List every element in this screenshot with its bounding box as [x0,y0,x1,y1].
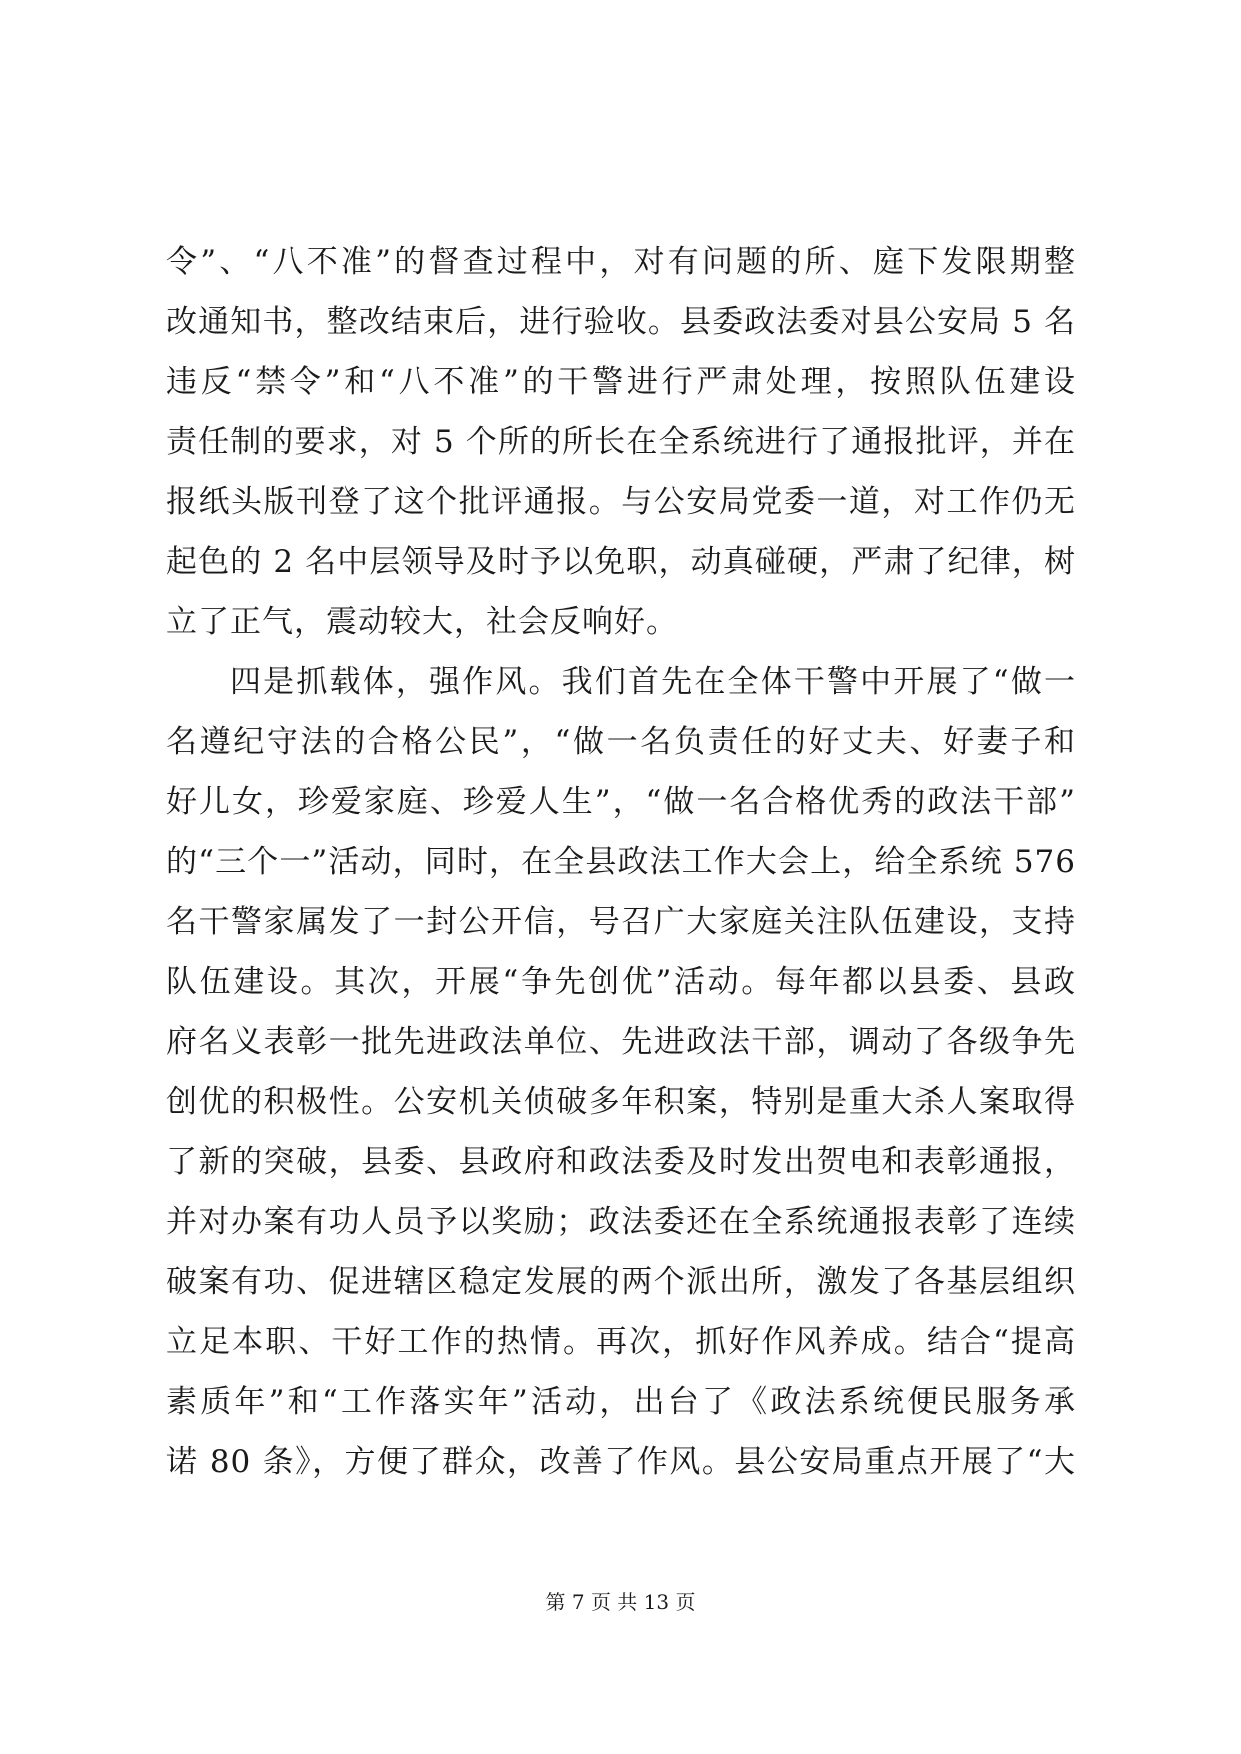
text-line: 违反“禁令”和“八不准”的干警进行严肃处理，按照队伍建设 [166,364,1076,400]
text-line: 素质年”和“工作落实年”活动，出台了《政法系统便民服务承 [166,1384,1076,1420]
text-line: 好儿女，珍爱家庭、珍爱人生”，“做一名合格优秀的政法干部” [166,784,1076,820]
text-line: 令”、“八不准”的督查过程中，对有问题的所、庭下发限期整 [166,244,1076,280]
text-line: 了新的突破，县委、县政府和政法委及时发出贺电和表彰通报， [166,1144,1076,1180]
text-line: 创优的积极性。公安机关侦破多年积案，特别是重大杀人案取得 [166,1084,1076,1120]
text-line: 名遵纪守法的合格公民”，“做一名负责任的好丈夫、好妻子和 [166,724,1076,760]
page-footer [0,1586,1241,1615]
text-line: 并对办案有功人员予以奖励；政法委还在全系统通报表彰了连续 [166,1204,1076,1240]
text-line: 队伍建设。其次，开展“争先创优”活动。每年都以县委、县政 [166,964,1076,1000]
text-line: 诺 80 条》，方便了群众，改善了作风。县公安局重点开展了“大 [166,1444,1076,1480]
text-line: 立了正气，震动较大，社会反响好。 [166,604,678,640]
text-line: 四是抓载体，强作风。我们首先在全体干警中开展了“做一 [230,664,1076,700]
text-line: 名干警家属发了一封公开信，号召广大家庭关注队伍建设，支持 [166,904,1076,940]
text-line: 责任制的要求，对 5 个所的所长在全系统进行了通报批评，并在 [166,424,1076,460]
body-text [166,232,1076,1492]
text-line: 府名义表彰一批先进政法单位、先进政法干部，调动了各级争先 [166,1024,1076,1060]
text-line: 报纸头版刊登了这个批评通报。与公安局党委一道，对工作仍无 [166,484,1076,520]
text-line: 改通知书，整改结束后，进行验收。县委政法委对县公安局 5 名 [166,304,1076,340]
text-line: 起色的 2 名中层领导及时予以免职，动真碰硬，严肃了纪律，树 [166,544,1076,580]
text-line: 立足本职、干好工作的热情。再次，抓好作风养成。结合“提高 [166,1324,1076,1360]
text-line: 的“三个一”活动，同时，在全县政法工作大会上，给全系统 576 [166,844,1076,880]
text-line: 破案有功、促进辖区稳定发展的两个派出所，激发了各基层组织 [166,1264,1076,1300]
page-number: 第 7 页 共 13 页 [545,1590,696,1614]
